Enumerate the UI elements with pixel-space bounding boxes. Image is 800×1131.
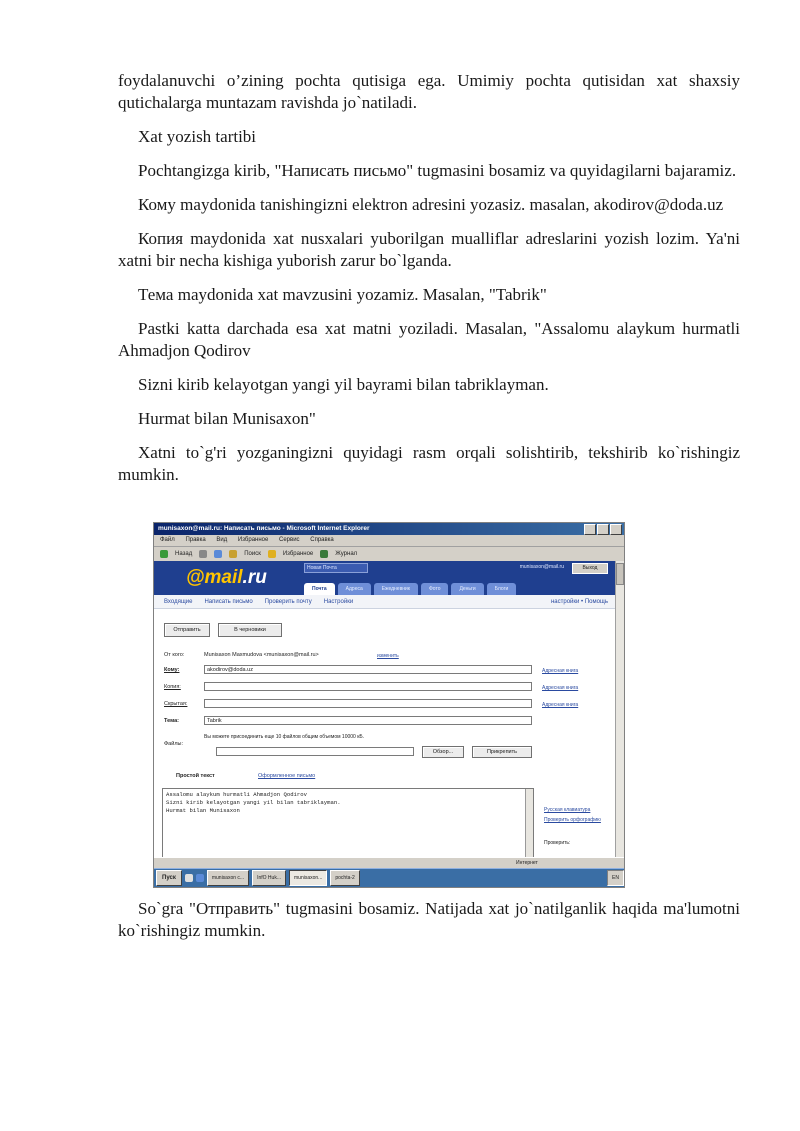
- from-value: Munisaxon Maxmudova <munisaxon@mail.ru>: [204, 652, 319, 658]
- scroll-thumb[interactable]: [616, 563, 624, 585]
- mail-subtoolbar: [154, 595, 616, 609]
- from-label: От кого:: [164, 652, 185, 658]
- paragraph-8: Sizni kirib kelayotgan yangi yil bayrami bilan tabriklayman.: [138, 375, 549, 394]
- help-link[interactable]: настройки • Помощь: [550, 599, 608, 605]
- paragraph-1: foydalanuvchi o’zining pochta qutisiga ega. Umimiy pochta qutisidan xat shaxsiy qutichalarga muntazam ravishda jo`natiladi.: [118, 71, 740, 112]
- tab-mail[interactable]: Почта: [304, 583, 335, 595]
- to-field[interactable]: akodirov@doda.uz: [204, 665, 532, 674]
- favorites-icon[interactable]: [268, 550, 276, 558]
- cc-field[interactable]: [204, 682, 532, 691]
- spellcheck-link[interactable]: Проверить орфографию: [544, 817, 601, 823]
- compose-link[interactable]: Написать письмо: [204, 599, 253, 605]
- history-icon[interactable]: [320, 550, 328, 558]
- stop-icon[interactable]: [199, 550, 207, 558]
- header-user: munisaxon@mail.ru: [519, 564, 564, 570]
- header-new-mail[interactable]: Новая Почта: [304, 563, 368, 573]
- system-tray: EN: [607, 870, 624, 886]
- files-label: Файлы:: [164, 741, 184, 747]
- home-icon[interactable]: [229, 550, 237, 558]
- back-button[interactable]: Назад: [175, 551, 193, 557]
- refresh-icon[interactable]: [214, 550, 222, 558]
- browser-toolbar: [154, 547, 624, 562]
- closing-section: [118, 898, 740, 954]
- draft-button[interactable]: В черновики: [218, 623, 282, 637]
- body-line-2: Sizni kirib kelayotgan yangi yil bilan tabriklayman.: [166, 799, 341, 806]
- subject-field[interactable]: Tabrik: [204, 716, 532, 725]
- ie-icon[interactable]: [196, 874, 204, 882]
- change-sender-link[interactable]: изменить: [377, 653, 399, 659]
- paragraph-7: Pastki katta darchada esa xat matni yoziladi. Masalan, "Assalomu alaykum hurmatli Ahmadjon Qodirov: [118, 319, 740, 360]
- search-button[interactable]: Поиск: [244, 551, 261, 557]
- message-body[interactable]: [162, 788, 534, 858]
- paragraph-6: Тема maydonida xat mavzusini yozamiz. Masalan, "Tabrik": [138, 285, 547, 304]
- to-label: Кому:: [164, 667, 180, 673]
- cc-label: Копия:: [164, 684, 181, 690]
- paragraph-3: Pochtangizga kirib, "Написать письмо" tugmasini bosamiz va quyidagilarni bajaramiz.: [138, 161, 737, 180]
- bcc-label: Скрытая:: [164, 701, 188, 707]
- menu-tools[interactable]: Сервис: [279, 537, 300, 543]
- menu-favorites[interactable]: Избранное: [237, 537, 269, 543]
- menu-file[interactable]: Файл: [160, 537, 175, 543]
- maximize-icon[interactable]: [597, 524, 609, 535]
- section-heading: Xat yozish tartibi: [138, 127, 257, 146]
- address-book-link-bcc[interactable]: Адресная книга: [542, 702, 579, 708]
- body-line-1: Assalomu alaykum hurmatli Ahmadjon Qodirov: [166, 791, 307, 798]
- file-path-field[interactable]: [216, 747, 414, 756]
- subject-label: Тема:: [164, 718, 179, 724]
- menu-view[interactable]: Вид: [216, 537, 228, 543]
- tab-formatted[interactable]: Оформленное письмо: [258, 773, 316, 779]
- menu-help[interactable]: Справка: [310, 537, 334, 543]
- quicklaunch-icon[interactable]: [185, 874, 193, 882]
- tab-photo[interactable]: Фото: [421, 583, 449, 595]
- close-icon[interactable]: [610, 524, 622, 535]
- paragraph-11: So`gra "Отправить" tugmasini bosamiz. Natijada xat jo`natilganlik haqida ma'lumotni ko`rishingiz mumkin.: [118, 899, 740, 940]
- task-1[interactable]: munisaxon c...: [207, 870, 249, 886]
- bcc-field[interactable]: [204, 699, 532, 708]
- task-3[interactable]: munisaxon...: [289, 870, 327, 886]
- taskbar: [154, 868, 624, 887]
- mail-header: [154, 561, 616, 595]
- tab-plain-text[interactable]: Простой текст: [176, 773, 215, 779]
- favorites-button[interactable]: Избранное: [282, 551, 314, 557]
- paragraph-9: Hurmat bilan Munisaxon": [138, 409, 316, 428]
- send-button[interactable]: Отправить: [164, 623, 210, 637]
- paragraph-10: Xatni to`g'ri yozganingizni quyidagi rasm orqali solishtirib, tekshirib ko`rishingiz mumkin.: [118, 443, 740, 484]
- page-scrollbar[interactable]: [615, 561, 624, 857]
- task-4[interactable]: pochta-2: [330, 870, 359, 886]
- paragraph-5: Копия maydonida xat nusxalari yuborilgan mualliflar adreslarini yozish lozim. Ya'ni xatni bir necha kishiga yuborish zarur bo`lganda.: [118, 229, 740, 270]
- tab-calendar[interactable]: Ежедневник: [374, 583, 418, 595]
- menu-edit[interactable]: Правка: [185, 537, 206, 543]
- paragraph-4: Кому maydonida tanishingizni elektron adresini yozasiz. masalan, akodirov@doda.uz: [138, 195, 724, 214]
- start-button[interactable]: Пуск: [156, 870, 182, 886]
- window-title: munisaxon@mail.ru: Написать письмо - Microsoft Internet Explorer: [158, 525, 370, 532]
- browse-button[interactable]: Обзор...: [422, 746, 464, 758]
- tab-money[interactable]: Деньги: [451, 583, 483, 595]
- check-label: Проверить:: [544, 840, 571, 846]
- russian-keyboard-link[interactable]: Русская клавиатура: [544, 807, 591, 813]
- logout-button[interactable]: Выход: [572, 563, 608, 574]
- address-book-link-to[interactable]: Адресная книга: [542, 668, 579, 674]
- mail-screenshot-figure: [153, 522, 625, 888]
- service-tabs: [304, 583, 516, 595]
- check-mail-link[interactable]: Проверить почту: [264, 599, 312, 605]
- document-page: [118, 70, 740, 498]
- attach-button[interactable]: Прикрепить: [472, 746, 532, 758]
- back-icon[interactable]: [160, 550, 168, 558]
- task-2[interactable]: InfO Huk...: [252, 870, 286, 886]
- menu-bar: [154, 535, 624, 547]
- tab-blogs[interactable]: Блоги: [487, 583, 517, 595]
- body-line-3: Hurmat bilan Munisaxon: [166, 807, 240, 814]
- status-zone: Интернет: [516, 860, 538, 866]
- address-book-link-cc[interactable]: Адресная книга: [542, 685, 579, 691]
- history-button[interactable]: Журнал: [335, 551, 358, 557]
- files-note: Вы можете присоединить еще 10 файлов общим объемом 10000 кБ.: [204, 734, 365, 740]
- minimize-icon[interactable]: [584, 524, 596, 535]
- body-scrollbar[interactable]: [525, 789, 533, 857]
- tab-addresses[interactable]: Адреса: [338, 583, 371, 595]
- inbox-link[interactable]: Входящие: [164, 599, 193, 605]
- settings-link[interactable]: Настройки: [323, 599, 354, 605]
- mailru-logo: @mail.ru: [186, 567, 267, 588]
- window-titlebar: [154, 523, 624, 535]
